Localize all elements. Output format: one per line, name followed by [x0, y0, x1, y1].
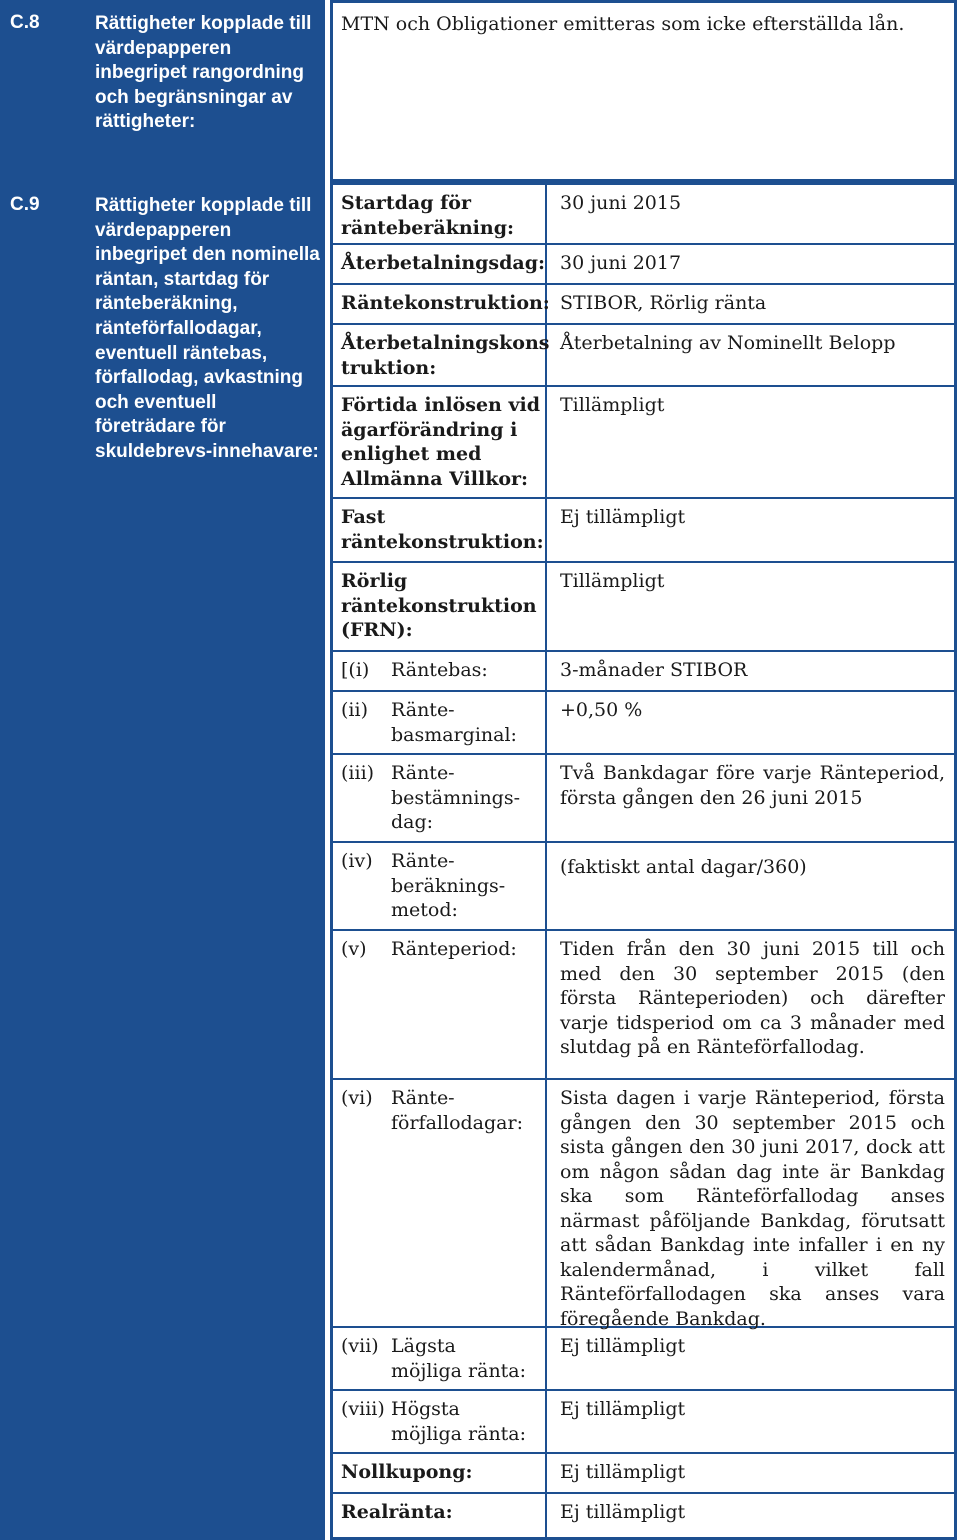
sub-term-row	[333, 931, 955, 1080]
term-label: Räntekonstruktion:	[341, 292, 550, 314]
sub-term-number: (iv)	[341, 850, 373, 872]
sub-term-value: Tiden från den 30 juni 2015 till och med den 30 september 2015 (den första Ränteperioden) och därefter varje tidsperiod om ca 3 månader med slutdag på en Ränteförfallodag.	[560, 938, 945, 1058]
term-row	[333, 185, 955, 245]
term-label: Realränta:	[341, 1501, 453, 1523]
sub-term-row	[333, 843, 955, 931]
sub-term-row	[333, 692, 955, 755]
term-value: Ej tillämpligt	[560, 1461, 686, 1483]
section-id-label: C.8	[10, 12, 40, 33]
sub-term-value: Ej tillämpligt	[560, 1335, 686, 1357]
term-row	[333, 1454, 955, 1494]
sub-term-number: (vii)	[341, 1335, 379, 1357]
c8-text: MTN och Obligationer emitteras som icke efterställda lån.	[341, 13, 905, 35]
term-label: Startdag för ränteberäkning:	[341, 192, 515, 239]
sub-term-value: (faktiskt antal dagar/360)	[560, 856, 807, 878]
term-value: Återbetalning av Nominellt Belopp	[560, 332, 896, 354]
sub-term-value: Ej tillämpligt	[560, 1398, 686, 1420]
sub-term-number: [(i)	[341, 659, 370, 681]
term-value: Tillämpligt	[560, 570, 665, 592]
term-label: Återbetalningsdag:	[341, 252, 546, 274]
term-value: Ej tillämpligt	[560, 506, 686, 528]
section-id-label: C.9	[10, 194, 40, 215]
sub-term-row	[333, 1080, 955, 1328]
sub-term-row	[333, 755, 955, 843]
term-label: Fast räntekonstruktion:	[341, 506, 544, 553]
sub-term-value: +0,50 %	[560, 699, 643, 721]
section-id-c9	[0, 182, 85, 1540]
section-id-c8	[0, 0, 85, 182]
sub-term-label: Ränteperiod:	[391, 938, 517, 960]
sub-term-row	[333, 652, 955, 692]
term-value: 30 juni 2015	[560, 192, 682, 214]
sub-term-label: Ränte- beräknings- metod:	[391, 850, 506, 921]
term-row	[333, 499, 955, 563]
sub-term-number: (vi)	[341, 1087, 373, 1109]
sub-term-number: (ii)	[341, 699, 368, 721]
term-row	[333, 245, 955, 285]
term-row	[333, 563, 955, 652]
term-value: 30 juni 2017	[560, 252, 682, 274]
term-row	[333, 325, 955, 387]
section-title-c8	[85, 0, 325, 182]
sub-term-number: (viii)	[341, 1398, 385, 1420]
sub-term-number: (iii)	[341, 762, 375, 784]
sub-term-label: Räntebas:	[391, 659, 488, 681]
term-value: Tillämpligt	[560, 394, 665, 416]
sub-term-number: (v)	[341, 938, 367, 960]
term-value: STIBOR, Rörlig ränta	[560, 292, 767, 314]
term-label: Rörlig räntekonstruktion (FRN):	[341, 570, 537, 641]
sub-term-label: Högsta möjliga ränta:	[391, 1398, 527, 1445]
sub-term-value: Två Bankdagar före varje Ränteperiod, första gången den 26 juni 2015	[560, 762, 945, 809]
sub-term-row	[333, 1391, 955, 1454]
section-title-c9	[85, 182, 325, 1540]
term-row	[333, 387, 955, 499]
sub-term-row	[333, 1328, 955, 1391]
sub-term-label: Ränte- basmarginal:	[391, 699, 517, 746]
term-value: Ej tillämpligt	[560, 1501, 686, 1523]
section-title-text: Rättigheter kopplade till värdepapperen inbegripet rangordning och begränsningar av rättigheter:	[95, 13, 312, 133]
section-title-text: Rättigheter kopplade till värdepapperen inbegripet den nominella räntan, startdag för ränteberäkning, ränteförfallodagar, eventuell räntebas, förfallodag, avkastning och eventuell företrädare för skuldebrevs-innehavare:	[95, 195, 320, 462]
sub-term-value: Sista dagen i varje Ränteperiod, första gången den 30 september 2015 och sista gången den 30 juni 2017, dock att om någon sådan dag inte är Bankdag ska som Ränteförfallodag anses närmast påföljande Bankdag, förutsatt att sådan Bankdag inte infaller i en ny kalendermånad, i vilket fall Ränteförfallodagen ska anses vara föregående Bankdag.	[560, 1087, 945, 1330]
term-label: Återbetalningskons truktion:	[341, 332, 550, 379]
term-label: Förtida inlösen vid ägarförändring i enlighet med Allmänna Villkor:	[341, 394, 541, 490]
sub-term-label: Lägsta möjliga ränta:	[391, 1335, 527, 1382]
term-row	[333, 285, 955, 325]
term-row	[333, 1494, 955, 1537]
sub-term-value: 3-månader STIBOR	[560, 659, 748, 681]
sub-term-label: Ränte- förfallodagar:	[391, 1087, 523, 1134]
term-label: Nollkupong:	[341, 1461, 473, 1483]
sub-term-label: Ränte- bestämnings- dag:	[391, 762, 521, 833]
section-content-c8	[330, 0, 957, 182]
